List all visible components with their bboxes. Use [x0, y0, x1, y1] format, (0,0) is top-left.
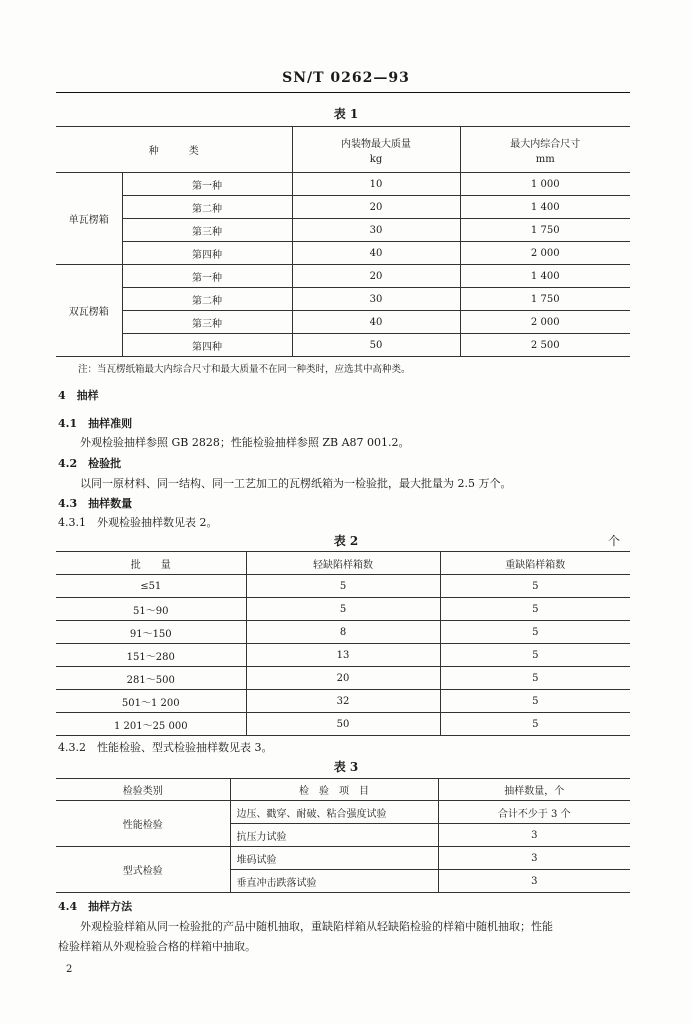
- table1-cell: 40: [292, 311, 460, 334]
- table1-cell: 50: [292, 334, 460, 357]
- table3-cell: 合计不少于 3 个: [438, 801, 630, 824]
- table1-head-kind: 种 类: [56, 127, 292, 173]
- table1-cell: 40: [292, 242, 460, 265]
- table3-group-name: 性能检验: [56, 801, 230, 847]
- table1-note: 注：当瓦楞纸箱最大内综合尺寸和最大质量不在同一种类时，应选其中高种类。: [78, 364, 411, 375]
- table2-cell: 5: [440, 621, 630, 644]
- header-rule: [56, 92, 630, 93]
- table1-cell: 30: [292, 219, 460, 242]
- table1: [56, 126, 630, 357]
- table1-cell: 1 750: [460, 288, 630, 311]
- table3-caption: 表 3: [333, 760, 359, 774]
- table1-cell: 第一种: [122, 265, 292, 288]
- table1-cell: 第四种: [122, 242, 292, 265]
- table2-cell: 5: [246, 575, 440, 598]
- table3-head-item: 检 验 项 目: [230, 779, 438, 801]
- table2-cell: 20: [246, 667, 440, 690]
- table2-head-batch: 批 量: [56, 552, 246, 575]
- table1-cell: 1 400: [460, 196, 630, 219]
- table2-caption: 表 2: [333, 534, 359, 548]
- table1-cell: 2 000: [460, 311, 630, 334]
- section-4-2-text: 以同一原材料、同一结构、同一工艺加工的瓦楞纸箱为一检验批，最大批量为 2.5 万个。: [80, 477, 512, 490]
- table1-cell: 第二种: [122, 196, 292, 219]
- table1-cell: 1 000: [460, 173, 630, 196]
- table1-cell: 30: [292, 288, 460, 311]
- section-4-2-heading: 4.2 检验批: [58, 457, 122, 470]
- table1-cell: 第四种: [122, 334, 292, 357]
- table2-head-major: 重缺陷样箱数: [440, 552, 630, 575]
- section-4-4-heading: 4.4 抽样方法: [58, 900, 133, 913]
- section-4-heading: 4 抽样: [58, 389, 99, 402]
- section-4-3-heading: 4.3 抽样数量: [58, 497, 133, 510]
- table1-group-name: 单瓦楞箱: [56, 173, 122, 265]
- table3-head-category: 检验类别: [56, 779, 230, 801]
- table1-cell: 第三种: [122, 311, 292, 334]
- table2-cell: 5: [440, 690, 630, 713]
- table2-cell: 91～150: [56, 621, 246, 644]
- table1-group-name: 双瓦楞箱: [56, 265, 122, 357]
- table3-cell: 堆码试验: [230, 847, 438, 870]
- table2-cell: 32: [246, 690, 440, 713]
- table3-cell: 垂直冲击跌落试验: [230, 870, 438, 893]
- section-4-4-text-line2: 检验样箱从外观检验合格的样箱中抽取。: [58, 940, 256, 953]
- table2-cell: ≤51: [56, 575, 246, 598]
- table1-cell: 1 750: [460, 219, 630, 242]
- table1-cell: 10: [292, 173, 460, 196]
- table2-cell: 1 201～25 000: [56, 713, 246, 736]
- table1-cell: 2 000: [460, 242, 630, 265]
- table1-cell: 第二种: [122, 288, 292, 311]
- table3-head-qty: 抽样数量，个: [438, 779, 630, 801]
- table3-cell: 3: [438, 824, 630, 847]
- standard-code-header: SN/T 0262—93: [282, 70, 410, 86]
- table2-cell: 281～500: [56, 667, 246, 690]
- table2-cell: 51～90: [56, 598, 246, 621]
- table2-cell: 13: [246, 644, 440, 667]
- table2: [56, 551, 630, 736]
- table2-unit: 个: [608, 534, 621, 548]
- table2-cell: 151～280: [56, 644, 246, 667]
- section-4-1-heading: 4.1 抽样准则: [58, 417, 133, 430]
- table1-head-size: 最大内综合尺寸 mm: [460, 127, 630, 173]
- section-4-3-2-text: 4.3.2 性能检验、型式检验抽样数见表 3。: [58, 741, 273, 754]
- table2-cell: 5: [440, 713, 630, 736]
- table2-cell: 8: [246, 621, 440, 644]
- table2-cell: 5: [246, 598, 440, 621]
- table1-cell: 第三种: [122, 219, 292, 242]
- table2-cell: 5: [440, 575, 630, 598]
- table1-caption: 表 1: [333, 107, 359, 121]
- table2-cell: 5: [440, 644, 630, 667]
- table1-cell: 20: [292, 196, 460, 219]
- section-4-4-text-line1: 外观检验样箱从同一检验批的产品中随机抽取，重缺陷样箱从轻缺陷检验的样箱中随机抽取；性能: [80, 920, 553, 933]
- table2-cell: 5: [440, 598, 630, 621]
- section-4-1-text: 外观检验抽样参照 GB 2828；性能检验抽样参照 ZB A87 001.2。: [80, 436, 410, 449]
- table2-cell: 501～1 200: [56, 690, 246, 713]
- table1-cell: 1 400: [460, 265, 630, 288]
- table2-cell: 5: [440, 667, 630, 690]
- table1-cell: 第一种: [122, 173, 292, 196]
- table3-cell: 抗压力试验: [230, 824, 438, 847]
- table2-head-minor: 轻缺陷样箱数: [246, 552, 440, 575]
- table2-cell: 50: [246, 713, 440, 736]
- table3-cell: 3: [438, 870, 630, 893]
- table3: [56, 778, 630, 893]
- table1-cell: 20: [292, 265, 460, 288]
- table3-group-name: 型式检验: [56, 847, 230, 893]
- table1-head-mass: 内装物最大质量 kg: [292, 127, 460, 173]
- page-number: 2: [66, 964, 73, 975]
- section-4-3-1-text: 4.3.1 外观检验抽样数见表 2。: [58, 516, 218, 529]
- table1-cell: 2 500: [460, 334, 630, 357]
- table3-cell: 边压、戳穿、耐破、粘合强度试验: [230, 801, 438, 824]
- table3-cell: 3: [438, 847, 630, 870]
